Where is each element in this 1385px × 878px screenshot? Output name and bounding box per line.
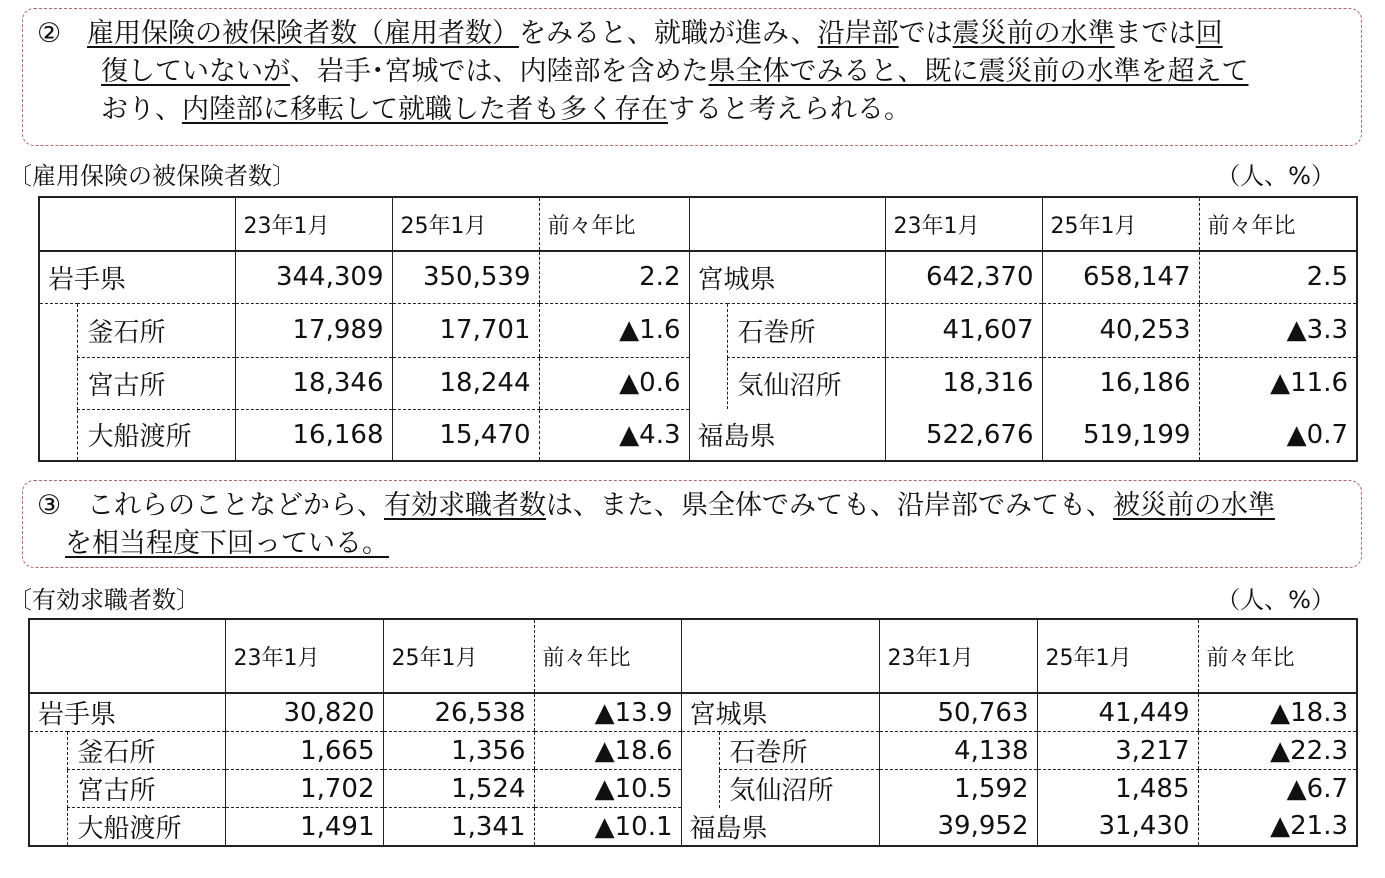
indent-spacer: [689, 357, 727, 409]
table-row: [39, 409, 1357, 461]
count-cell: 16,168: [235, 409, 392, 461]
prefecture-name: 福島県: [681, 808, 879, 847]
column-header: 23年1月: [879, 619, 1037, 693]
table-1-insured-persons: [38, 196, 1358, 462]
header-blank-cell: [39, 197, 235, 251]
change-ratio-cell: 2.5: [1199, 251, 1357, 303]
indent-spacer: [39, 357, 77, 409]
table-2-job-seekers: [28, 618, 1358, 847]
column-header: 前々年比: [539, 197, 689, 251]
indent-spacer: [29, 732, 67, 770]
change-ratio-cell: 2.2: [539, 251, 689, 303]
count-cell: 658,147: [1042, 251, 1199, 303]
count-cell: 39,952: [879, 808, 1037, 847]
count-cell: 17,701: [392, 303, 539, 357]
office-name: 気仙沼所: [727, 357, 885, 409]
office-name: 大船渡所: [77, 409, 235, 461]
office-name: 宮古所: [67, 770, 225, 808]
section-2-line-1: [87, 18, 1223, 49]
section-2-line-2: [101, 56, 1249, 87]
column-header: 23年1月: [225, 619, 383, 693]
underlined-phrase: 被災前の水準: [1113, 490, 1275, 521]
count-cell: 50,763: [879, 693, 1037, 732]
count-cell: 350,539: [392, 251, 539, 303]
underlined-phrase: 沿岸部: [817, 18, 899, 49]
count-cell: 1,356: [383, 732, 534, 770]
section-3-paragraph: [37, 487, 1343, 563]
table-1-caption: 〔雇用保険の被保険者数〕: [8, 162, 296, 190]
count-cell: 17,989: [235, 303, 392, 357]
count-cell: 1,491: [225, 808, 383, 847]
office-name: 釜石所: [77, 303, 235, 357]
change-ratio-cell: ▲6.7: [1198, 770, 1357, 808]
column-header: 前々年比: [1198, 619, 1357, 693]
change-ratio-cell: ▲21.3: [1198, 808, 1357, 847]
text-phrase: までは: [1114, 18, 1196, 49]
underlined-phrase: 回: [1195, 18, 1223, 49]
column-header: 25年1月: [392, 197, 539, 251]
change-ratio-cell: ▲18.3: [1198, 693, 1357, 732]
table-row: [39, 303, 1357, 357]
underlined-phrase: 復していないが: [101, 56, 290, 87]
count-cell: 1,485: [1037, 770, 1198, 808]
change-ratio-cell: ▲1.6: [539, 303, 689, 357]
indent-spacer: [689, 303, 727, 357]
prefecture-name: 宮城県: [681, 693, 879, 732]
header-row: [39, 197, 1357, 251]
change-ratio-cell: ▲18.6: [534, 732, 681, 770]
count-cell: 1,665: [225, 732, 383, 770]
table-2-unit: （人、%）: [1216, 586, 1335, 614]
text-phrase: すると考えられる。: [668, 94, 911, 125]
count-cell: 18,244: [392, 357, 539, 409]
prefecture-name: 福島県: [689, 409, 885, 461]
count-cell: 344,309: [235, 251, 392, 303]
underlined-phrase: 県全体でみると、既に震災前の水準を超えて: [708, 56, 1249, 87]
column-header: 前々年比: [534, 619, 681, 693]
count-cell: 18,346: [235, 357, 392, 409]
change-ratio-cell: ▲22.3: [1198, 732, 1357, 770]
count-cell: 15,470: [392, 409, 539, 461]
table-row: [29, 770, 1357, 808]
count-cell: 30,820: [225, 693, 383, 732]
indent-spacer: [29, 770, 67, 808]
section-2-line-3: [101, 94, 911, 125]
office-name: 大船渡所: [67, 808, 225, 847]
change-ratio-cell: ▲0.6: [539, 357, 689, 409]
table-1-unit: （人、%）: [1216, 162, 1335, 190]
prefecture-name: 宮城県: [689, 251, 885, 303]
prefecture-name: 岩手県: [29, 693, 225, 732]
section-3-text-box: [22, 480, 1362, 568]
count-cell: 41,607: [885, 303, 1042, 357]
indent-spacer: [681, 770, 719, 808]
header-blank-cell: [689, 197, 885, 251]
table-row: [29, 732, 1357, 770]
count-cell: 642,370: [885, 251, 1042, 303]
text-phrase: では: [898, 18, 953, 49]
section-3-line-2: [65, 528, 389, 559]
office-name: 石巻所: [727, 303, 885, 357]
underlined-phrase: 有効求職者数: [384, 490, 546, 521]
underlined-phrase: 雇用保険の被保険者数（雇用者数）: [87, 18, 519, 49]
section-3-line-1: [87, 490, 1275, 521]
count-cell: 18,316: [885, 357, 1042, 409]
count-cell: 1,524: [383, 770, 534, 808]
count-cell: 1,592: [879, 770, 1037, 808]
count-cell: 40,253: [1042, 303, 1199, 357]
indent-spacer: [29, 808, 67, 847]
count-cell: 31,430: [1037, 808, 1198, 847]
table-row: [39, 251, 1357, 303]
prefecture-name: 岩手県: [39, 251, 235, 303]
text-phrase: 、岩手･宮城では、内陸部を含めた: [290, 56, 709, 87]
count-cell: 522,676: [885, 409, 1042, 461]
text-phrase: をみると、就職が進み、: [519, 18, 818, 49]
text-phrase: おり、: [101, 94, 182, 125]
count-cell: 41,449: [1037, 693, 1198, 732]
count-cell: 1,341: [383, 808, 534, 847]
change-ratio-cell: ▲3.3: [1199, 303, 1357, 357]
table-2-caption: 〔有効求職者数〕: [8, 586, 200, 614]
indent-spacer: [681, 732, 719, 770]
section-2-paragraph: [37, 15, 1343, 129]
office-name: 気仙沼所: [719, 770, 879, 808]
section-2-number: ②: [37, 18, 62, 49]
change-ratio-cell: ▲10.1: [534, 808, 681, 847]
column-header: 23年1月: [235, 197, 392, 251]
table-row: [29, 693, 1357, 732]
text-phrase: これらのことなどから、: [87, 490, 384, 521]
count-cell: 4,138: [879, 732, 1037, 770]
indent-spacer: [39, 303, 77, 357]
office-name: 石巻所: [719, 732, 879, 770]
header-row: [29, 619, 1357, 693]
indent-spacer: [39, 409, 77, 461]
header-blank-cell: [29, 619, 225, 693]
count-cell: 16,186: [1042, 357, 1199, 409]
underlined-phrase: 震災前の水準: [952, 18, 1115, 49]
column-header: 25年1月: [1042, 197, 1199, 251]
count-cell: 519,199: [1042, 409, 1199, 461]
text-phrase: は、また、県全体でみても、沿岸部でみても、: [546, 490, 1113, 521]
underlined-phrase: を相当程度下回っている。: [65, 528, 389, 559]
column-header: 23年1月: [885, 197, 1042, 251]
office-name: 釜石所: [67, 732, 225, 770]
change-ratio-cell: ▲11.6: [1199, 357, 1357, 409]
change-ratio-cell: ▲13.9: [534, 693, 681, 732]
count-cell: 3,217: [1037, 732, 1198, 770]
office-name: 宮古所: [77, 357, 235, 409]
table-row: [29, 808, 1357, 847]
change-ratio-cell: ▲4.3: [539, 409, 689, 461]
column-header: 前々年比: [1199, 197, 1357, 251]
change-ratio-cell: ▲0.7: [1199, 409, 1357, 461]
section-2-text-box: [22, 8, 1362, 146]
underlined-phrase: 内陸部に移転して就職した者も多く存在: [182, 94, 668, 125]
column-header: 25年1月: [383, 619, 534, 693]
section-3-number: ③: [37, 490, 62, 521]
header-blank-cell: [681, 619, 879, 693]
table-row: [39, 357, 1357, 409]
change-ratio-cell: ▲10.5: [534, 770, 681, 808]
count-cell: 26,538: [383, 693, 534, 732]
column-header: 25年1月: [1037, 619, 1198, 693]
count-cell: 1,702: [225, 770, 383, 808]
